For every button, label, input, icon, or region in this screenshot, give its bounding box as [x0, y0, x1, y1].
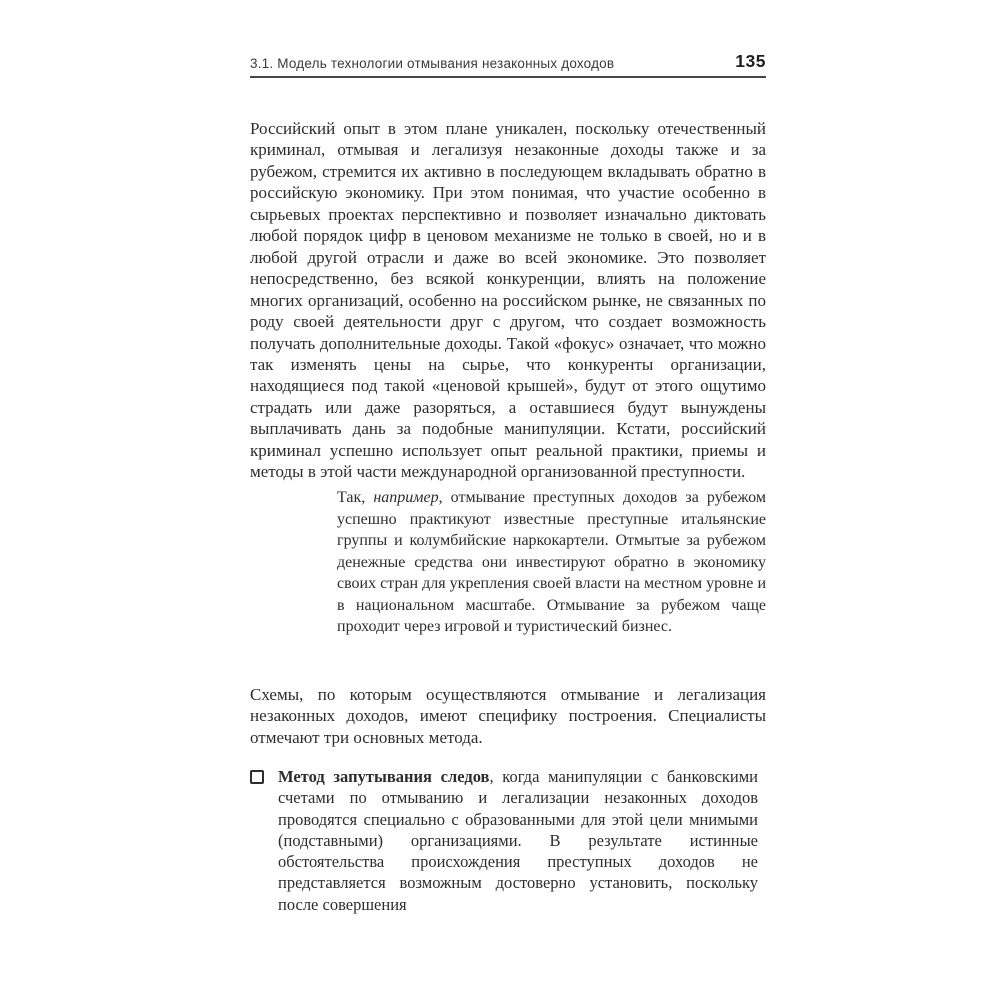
- body-paragraph-1: Российский опыт в этом плане уникален, поскольку отечественный криминал, отмывая и легализуя незаконные доходы также и за рубежом, стремится их активно в последующем вкладывать обратно в российскую экономику. При этом понимая, что участие особенно в сырьевых проектах перспективно и позволяет изначально диктовать любой порядок цифр в ценовом механизме не только в своей, но и в любой другой отрасли и даже во всей экономике. Это позволяет непосредственно, без всякой конкуренции, влиять на положение многих организаций, особенно на российском рынке, не связанных по роду своей деятельности друг с другом, что создает возможность получать дополнительные доходы. Такой «фокус» означает, что можно так изменять цены на сырье, что конкуренты организации, находящиеся под такой «ценовой крышей», будут от этого ощутимо страдать или даже разоряться, а оставшиеся будут вынуждены выплачивать дань за подобные манипуляции. Кстати, российский криминал успешно использует опыт реальной практики, приемы и методы в этой части международной организованной преступности.: [250, 119, 766, 482]
- body-paragraph-2: Схемы, по которым осуществляются отмывание и легализация незаконных доходов, имеют специфику построения. Специалисты отмечают три основных метода.: [250, 685, 766, 747]
- example-italic-word: например: [373, 489, 439, 506]
- example-lead-text: Так,: [337, 489, 374, 506]
- method-description: , когда манипуляции с банковскими счетами по отмыванию и легализации незаконных доходов проводятся специально с образованными для этой цели мнимыми (подставными) организациями. В результате истинные обстоятельства происхождения преступных доходов не представляется возможным достоверно установить, поскольку после совершения: [278, 767, 759, 914]
- page-header: [250, 53, 766, 78]
- method-title-bold: Метод запутывания следов: [278, 767, 490, 786]
- running-head-title: 3.1. Модель технологии отмывания незаконных доходов: [250, 55, 615, 71]
- page-number: 135: [735, 51, 766, 71]
- method-item-text: [278, 766, 758, 915]
- square-bullet-icon: [250, 770, 264, 784]
- example-rest-text: , отмывание преступных доходов за рубежом успешно практикуют известные преступные итальянские группы и колумбийские наркокартели. Отмытые за рубежом денежные средства они инвестируют обратно в экономику своих стран для укрепления своей власти на местном уровне и в национальном масштабе. Отмывание за рубежом чаще проходит через игровой и туристический бизнес.: [337, 489, 766, 635]
- example-indented-block: [337, 487, 766, 638]
- method-list-item: [250, 766, 766, 915]
